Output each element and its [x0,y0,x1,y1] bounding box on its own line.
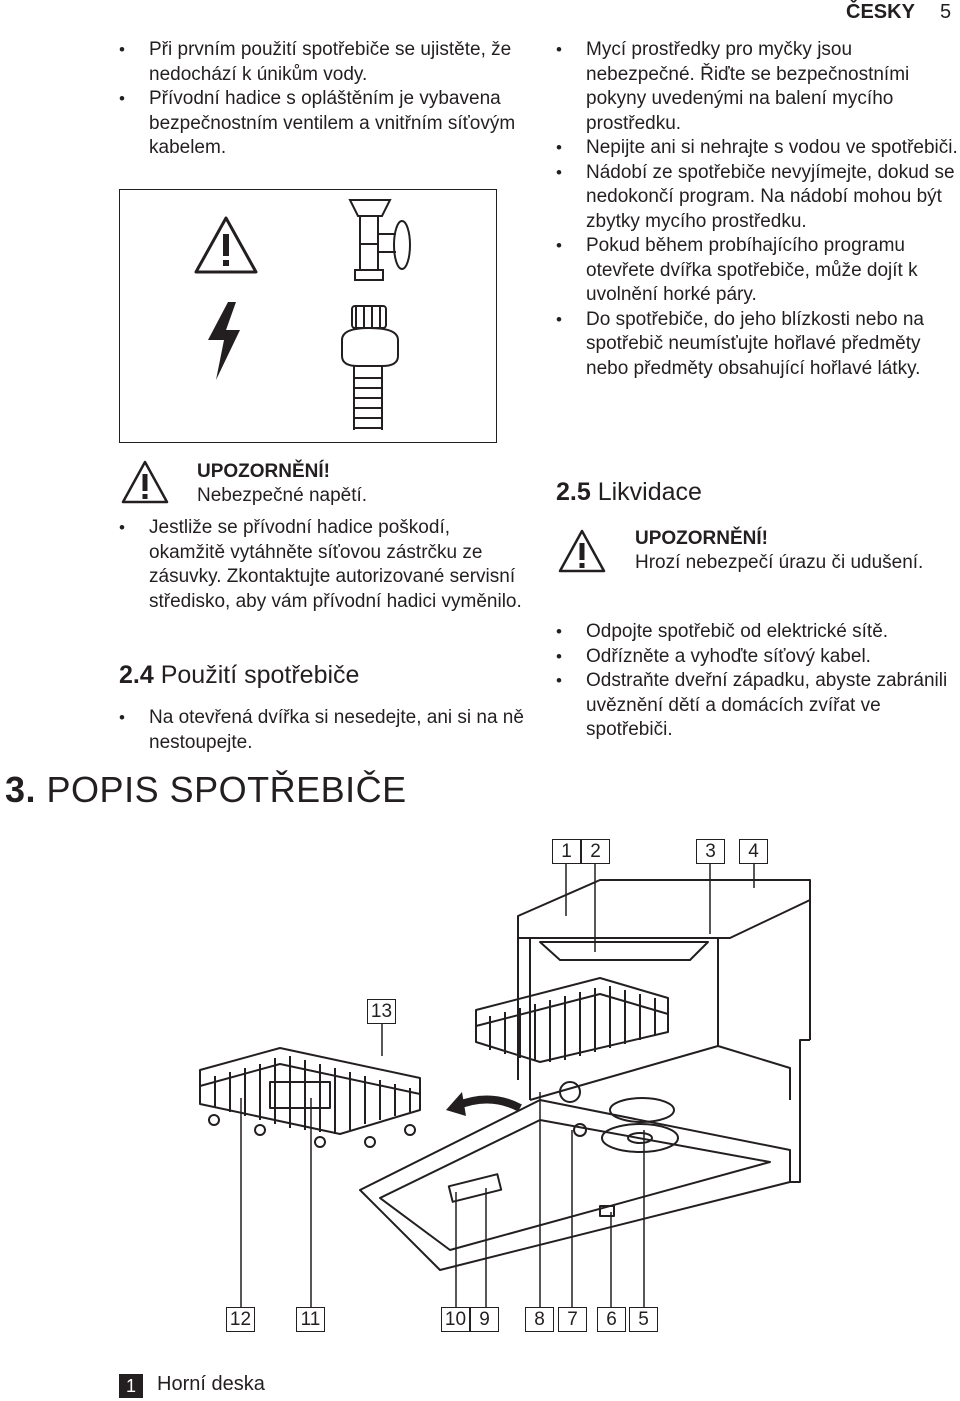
section-number: 2.4 [119,661,154,689]
section-3-heading [5,770,407,810]
header-language: ČESKY [846,1,915,23]
list-item: • Nepijte ani si nehrajte s vodou ve spotřebiči. [556,136,960,161]
hose-bullet-list [119,516,529,614]
intro-bullet-list [119,38,529,161]
lower-basket [200,1048,420,1147]
use-bullet-list-right [556,38,960,381]
section-title: POPIS SPOTŘEBIČE [46,769,407,810]
list-item: • Mycí prostředky pro myčky jsou nebezpečné. Řiďte se bezpečnostními pokyny uvedenými na balení mycího prostředku. [556,38,960,136]
section-title: Použití spotřebiče [160,661,360,689]
callout-1: 1 [552,839,581,864]
callout-7: 7 [558,1307,587,1332]
arrow-icon [446,1092,466,1116]
callout-13: 13 [367,999,396,1024]
list-item: • Do spotřebiče, do jeho blízkosti nebo na spotřebič neumísťujte hořlavé předměty nebo předměty obsahující hořlavé látky. [556,308,960,382]
list-item: • Přívodní hadice s opláštěním je vybavena bezpečnostním ventilem a vnitřním síťovým kabelem. [119,87,529,161]
warning-disposal-text: Hrozí nebezpečí úrazu či udušení. [635,552,924,573]
upper-basket [476,978,668,1062]
warning-electric-title: UPOZORNĚNÍ! [197,461,330,482]
callout-8: 8 [525,1307,554,1332]
dishwasher-illustration [0,830,960,1350]
dishwasher-drawing [0,830,960,1350]
warning-electric-icon [119,458,171,508]
inlet-hose-icon [342,306,398,430]
callout-9: 9 [470,1307,499,1332]
water-tap-icon [350,200,410,280]
top-plate [518,880,810,938]
list-item: • Při prvním použití spotřebiče se ujistěte, že nedochází k únikům vody. [119,38,529,87]
list-item: • Na otevřená dvířka si nesedejte, ani si na ně nestoupejte. [119,706,529,755]
callout-3: 3 [696,839,725,864]
section-2-4-heading [119,660,359,690]
filter [610,1098,674,1122]
callout-10: 10 [441,1307,470,1332]
hose-hazard-drawing [120,190,498,444]
section-number: 2.5 [556,478,591,506]
section-title: Likvidace [597,478,702,506]
legend-label: Horní deska [157,1373,265,1395]
list-item: • Odpojte spotřebič od elektrické sítě. [556,620,960,645]
callout-12: 12 [226,1307,255,1332]
disposal-bullet-list [556,620,960,743]
section-number: 3. [5,769,37,810]
page-number: 5 [940,1,952,23]
callout-2: 2 [581,839,610,864]
list-item: • Pokud během probíhajícího programu otevřete dvířka spotřebiče, může dojít k uvolnění horké páry. [556,234,960,308]
callout-11: 11 [296,1307,325,1332]
hose-hazard-illustration [119,189,497,443]
callout-4: 4 [739,839,768,864]
list-item: • Nádobí ze spotřebiče nevyjímejte, dokud se nedokončí program. Na nádobí mohou být zbytky mycího prostředku. [556,161,960,235]
callout-5: 5 [629,1307,658,1332]
legend-number: 1 [119,1374,143,1398]
use-bullet-list-left [119,706,529,755]
warning-triangle-icon [196,218,256,272]
warning-electric-text: Nebezpečné napětí. [197,485,368,506]
warning-disposal-title: UPOZORNĚNÍ! [635,528,768,549]
list-item: • Jestliže se přívodní hadice poškodí, okamžitě vytáhněte síťovou zástrčku ze zásuvky. Zkontaktujte autorizované servisní středisko, aby vám přívodní hadici vyměnilo. [119,516,529,614]
list-item: • Odstraňte dveřní západku, abyste zabránili uvěznění dětí a domácích zvířat ve spotřebiči. [556,669,960,743]
section-2-5-heading [556,477,702,507]
warning-disposal-icon [556,527,608,577]
callout-6: 6 [597,1307,626,1332]
lightning-bolt-icon [208,302,240,380]
list-item: • Odřízněte a vyhoďte síťový kabel. [556,645,960,670]
upper-spray-arm-outlet [560,1082,580,1102]
